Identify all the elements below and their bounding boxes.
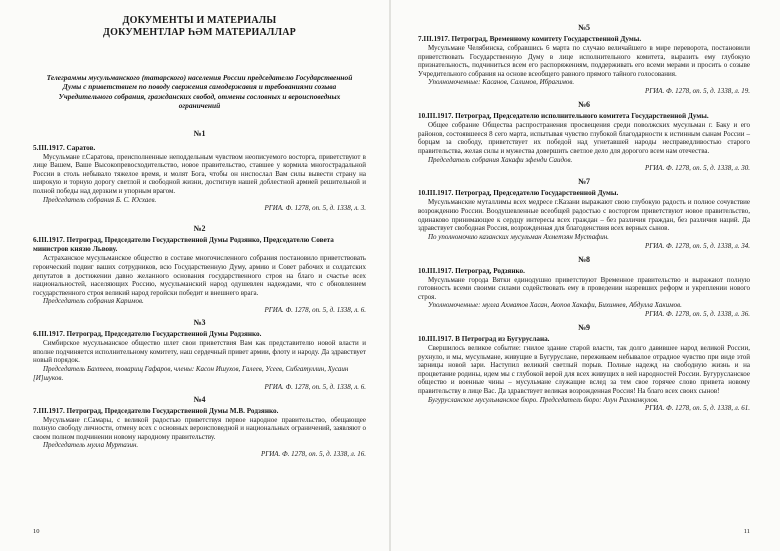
archive-reference: РГИА. Ф. 1278, оп. 5, д. 1338, л. 16. (260, 450, 366, 459)
page-number: 11 (743, 528, 750, 535)
document-heading: 7.III.1917. Петроград, Председателю Государственной Думы М.В. Родзянко. (33, 406, 279, 415)
document-heading: 6.III.1917. Петроград, Председателю Государственной Думы Родзянко. (33, 330, 262, 339)
document-text: Мусульмане Челябинска, собравшись 6 марта по случаю величайшего в мире переворота, постановили приветствовать Государственную Думу в лице исполнительного комитета, выразить ему глубокую признательность, подчиниться всем его распоряжениям, поддерживать его всеми мерами и просить о созыве Учредительного собрания на основе всеобщего равного прямого тайного голосования. (418, 44, 750, 78)
section-subtitle: Телеграммы мусульманского (татарского) населения России председателю Государственной Думы с приветствием по поводу свержения самодержавия и требованиями созыва Учредительного собрания, гражданских свобод, отмены сословных и вероисповедных ограничений (46, 73, 353, 111)
document-text: Общее собрание Общества распространения просвещения среди поволжских мусульман г. Баку и его районов, состоявшееся 8 сего марта, испытывая чувство глубокой благодарности к истинным сынам России – борцам за свободу, приветствует их победой над угнетавшей народы несправедливостью старого правительства, желая силы и мужества довершить светлое дело для дорогого всем нам отечества. (418, 121, 750, 155)
document-1 (33, 129, 366, 214)
right-page (390, 0, 780, 551)
document-3 (33, 318, 366, 391)
document-8 (418, 255, 750, 320)
document-signature: Председатель мулла Муртазин. (43, 441, 139, 450)
document-signature: Председатель собрания Б. С. Юсхаев. (43, 195, 157, 204)
document-heading: 10.III.1917. Петроград, Председателю исполнительного комитета Государственной Думы. (418, 112, 709, 121)
document-5 (418, 23, 750, 96)
archive-reference: РГИА. Ф. 1278, оп. 5, д. 1338, л. 19. (644, 87, 750, 96)
document-number: №6 (577, 100, 591, 110)
archive-reference: РГИА. Ф. 1278, оп. 5, д. 1338, л. 3. (264, 204, 366, 213)
archive-reference: РГИА. Ф. 1278, оп. 5, д. 1338, л. 61. (644, 404, 750, 413)
document-heading: 7.III.1917. Петроград, Временному комитету Государственной Думы. (418, 35, 642, 43)
document-signature: Председатель собрания Каримов. (43, 297, 144, 306)
document-number: №2 (193, 224, 206, 234)
document-signature: Председатель собрания Хакафи эфенди Саидов. (428, 155, 573, 164)
document-heading: 6.III.1917. Петроград, Председателю Государственной Думы Родзянко, Председателю Совета министров князю Львову. (33, 236, 334, 254)
document-text: Мусульманские муталлимы всех медресе г.Казани выражают свою глубокую радость и полное сочувствие возрождению России. Воодушевленные всеобщей радостью с восторгом приветствуют новое правительство, одинаково принимающее к сердцу интересы всех граждан – без различия граждан, без различия наций. Да здравствует свободная Россия, возрожденная для благоденствия всех верных сынов. (418, 198, 750, 233)
document-text: Свершилось великое событие: гнилое здание старой власти, так долго давившее народ великой России, рухнуло, и мы, мусульмане, живущие в Бугуруслане, переживаем небывалое отрадное чувство при виде этой зарницы новой зари. Наступил великий светлый порыв. Полные надежд на свободную жизнь и на процветание родины, идем мы с глубокой верой для всех живущих в ней народностей России. Бугурусланское общество и военные чины – мусульмане служащие вслед за тем свое горячее слово привета новому правительству в лице Вас. Да здравствует великая возрожденная Россия! На благо всех своих сынов! (418, 344, 750, 396)
document-9 (418, 323, 750, 413)
document-heading: 10.III.1917. Петроград, Родзянко. (418, 266, 525, 275)
document-number: №8 (577, 254, 591, 264)
document-number: №1 (193, 128, 206, 138)
document-2 (33, 224, 366, 315)
document-number: №7 (577, 177, 591, 187)
document-text: Астраханское мусульманское общество в составе многочисленного собрания постановило приветствовать героический подвиг ваших сотрудников, всю Государственную Думу, армию и Совет рабочих и солдатских депутатов в достижении давно желанного основания государственного строя на благо и счастье всех национальностей, населяющих Россию, мусульманский народ одушевлен надеждами, что с обновлением государственного строя великий народ геройски победит и внешнего врага. (33, 254, 366, 297)
document-signature: Бугурусланское мусульманское бюро. Председатель бюро: Ахун Рахманкулов. (428, 395, 659, 404)
document-heading: 5.III.1917. Саратов. (33, 143, 96, 152)
document-7 (418, 177, 750, 250)
document-text: Мусульмане города Вятки единодушно приветствуют Временное правительство и выражают полную готовность всеми своими силами содействовать ему в проведении назревших реформ и укреплении нового строя. (418, 275, 750, 301)
document-signature: Председатель Бахтеев, товарищ Гафаров, члены: Касон Ишухов, Галеев, Усеев, Сибгатуллин, Хусаин [И]шуков. (33, 364, 349, 382)
document-heading: 10.III.1917. Петроград, Председателю Государственной Думы. (418, 189, 619, 198)
document-4 (33, 395, 366, 460)
document-number: №9 (577, 323, 591, 333)
document-heading: 10.III.1917. В Петроград из Бугуруслана. (418, 335, 550, 344)
document-signature: По уполномочию казанских мусульман Ахметзян Мустафин. (428, 232, 609, 241)
archive-reference: РГИА. Ф. 1278, оп. 5, д. 1338, л. 34. (644, 241, 750, 250)
document-number: №3 (193, 318, 206, 328)
document-text: Симбирское мусульманское общество шлет свои приветствия Вам как представителю новой власти и вполне подчиняется исполнительному комитету, наш сердечный привет армии, флоту и народу. Да здравствует новый порядок. (33, 339, 366, 365)
document-signature: Уполномоченные: мулла Ахматов Хасан, Аюпов Хакафи, Бихиннев, Абдулла Хакимов. (428, 301, 682, 310)
section-title: ДОКУМЕНТЫ И МАТЕРИАЛЫ (122, 15, 277, 26)
page-number: 10 (33, 528, 40, 535)
document-number: №4 (193, 394, 206, 404)
document-6 (418, 100, 750, 173)
section-title-tatar: ДОКУМЕНТЛАР ҺӘМ МАТЕРИАЛЛАР (103, 27, 296, 38)
document-text: Мусульмане г.Самары, с великой радостью приветствуя первое народное правительство, обещающее полную свободу личности, отмену всех с основных вероисповедной и национальных ограничений, заявляют о своем полном подчинении новому народному правительству. (33, 415, 366, 441)
archive-reference: РГИА. Ф. 1278, оп. 5, д. 1338, л. 30. (644, 164, 750, 173)
archive-reference: РГИА. Ф. 1278, оп. 5, д. 1338, л. 36. (644, 310, 750, 319)
document-text: Мусульмане г.Саратова, преисполненные неподдельным чувством неописуемого восторга, приветствуют в лице Вашем, Ваше Высокопревосходительство, новое правительство, ставшее у кормила многострадальной России в столь небывало тяжелое время, и молят Бога, чтобы он ниспослал Вам силы вывести страну на широкую и торную дорогу светлой и свободной жизни, достигнув нашей доблестной армией решительной и полной победы над дерзким и упорным врагом. (33, 152, 366, 195)
archive-reference: РГИА. Ф. 1278, оп. 5, д. 1338, л. 6. (264, 382, 366, 391)
document-signature: Уполномоченные: Касанов, Салимов, Ибрагимов. (428, 78, 575, 87)
document-number: №5 (577, 23, 591, 32)
archive-reference: РГИА. Ф. 1278, оп. 5, д. 1338, л. 6. (264, 306, 366, 315)
